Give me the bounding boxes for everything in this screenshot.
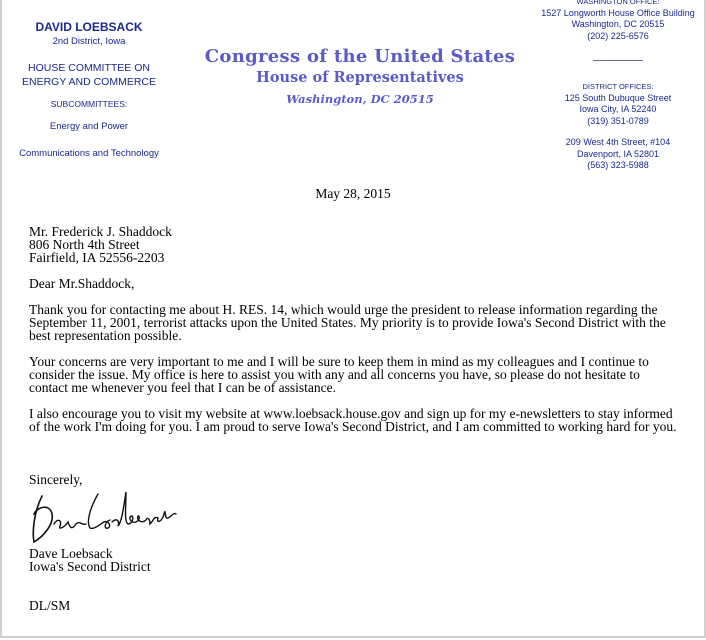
signature-drawing [28,484,188,546]
congress-title: Congress of the United States [204,46,516,67]
subcommittees-label: SUBCOMMITTEES: [50,99,128,109]
divider-rule [593,60,643,61]
iowa-city-phone: (319) 351-0789 [587,115,649,126]
letter-body [29,225,679,446]
committee-line-1: HOUSE COMMITTEE ON [28,62,150,74]
washington-office-line-1: 1527 Longworth House Office Building [541,7,695,18]
paragraph-2: Your concerns are very important to me and I will be sure to keep them in mind as my colleagues and I continue to consider the issue. My office is here to assist you with any and all concerns you have, so please do not hesitate to contact me whenever you feel that I can be of assistance. [29,354,649,395]
washington-office-label: WASHINGTON OFFICE: [576,0,660,6]
washington-office-line-2: Washington, DC 20515 [571,19,665,29]
district-offices-label: DISTRICT OFFICES: [582,82,654,91]
house-title: House of Representatives [256,69,464,86]
signer-block [29,547,151,573]
closing: Sincerely, [29,472,83,487]
iowa-city-line-2: Iowa City, IA 52240 [579,104,657,114]
typist-initials: DL/SM [29,598,71,613]
committee-line-2: ENERGY AND COMMERCE [22,76,156,88]
davenport-phone: (563) 323-5988 [587,160,649,170]
salutation: Dear Mr.Shaddock, [29,276,135,291]
washington-office-phone: (202) 225-6576 [587,30,649,41]
district-label: 2nd District, Iowa [52,36,126,47]
subcommittee-energy: Energy and Power [49,121,129,132]
letterhead-center [200,46,520,106]
signer-name: Dave Loebsack [29,546,113,561]
letter-date: May 28, 2015 [315,186,391,201]
washington-address: Washington, DC 20515 [286,92,434,106]
paragraph-3: I also encourage you to visit my website at www.loebsack.house.gov and sign up for my e-newsletters to stay informed of the work I'm doing for you. I am proud to serve Iowa's Second District, and I am committed to working hard for you. [29,406,677,434]
representative-name: DAVID LOEBSACK [35,20,143,34]
subcommittee-communications: Communications and Technology [19,148,159,159]
signature [28,484,188,546]
paragraph-1: Thank you for contacting me about H. RES. 14, which would urge the president to release information regarding the September 11, 2001, terrorist attacks upon the United States. My priority is to provide Iowa's Second District with the best representation possible. [29,302,666,343]
davenport-line-2: Davenport, IA 52801 [576,148,660,159]
recipient-street: 806 North 4th Street [29,237,140,252]
iowa-city-line-1: 125 South Dubuque Street [564,92,672,103]
recipient-name: Mr. Frederick J. Shaddock [29,224,172,239]
signer-title: Iowa's Second District [29,559,151,574]
recipient-city: Fairfield, IA 52556-2203 [29,250,165,265]
letterhead-left [14,20,164,159]
davenport-line-1: 209 West 4th Street, #104 [565,137,671,147]
committee-name [14,61,164,89]
letterhead-right [530,0,706,172]
